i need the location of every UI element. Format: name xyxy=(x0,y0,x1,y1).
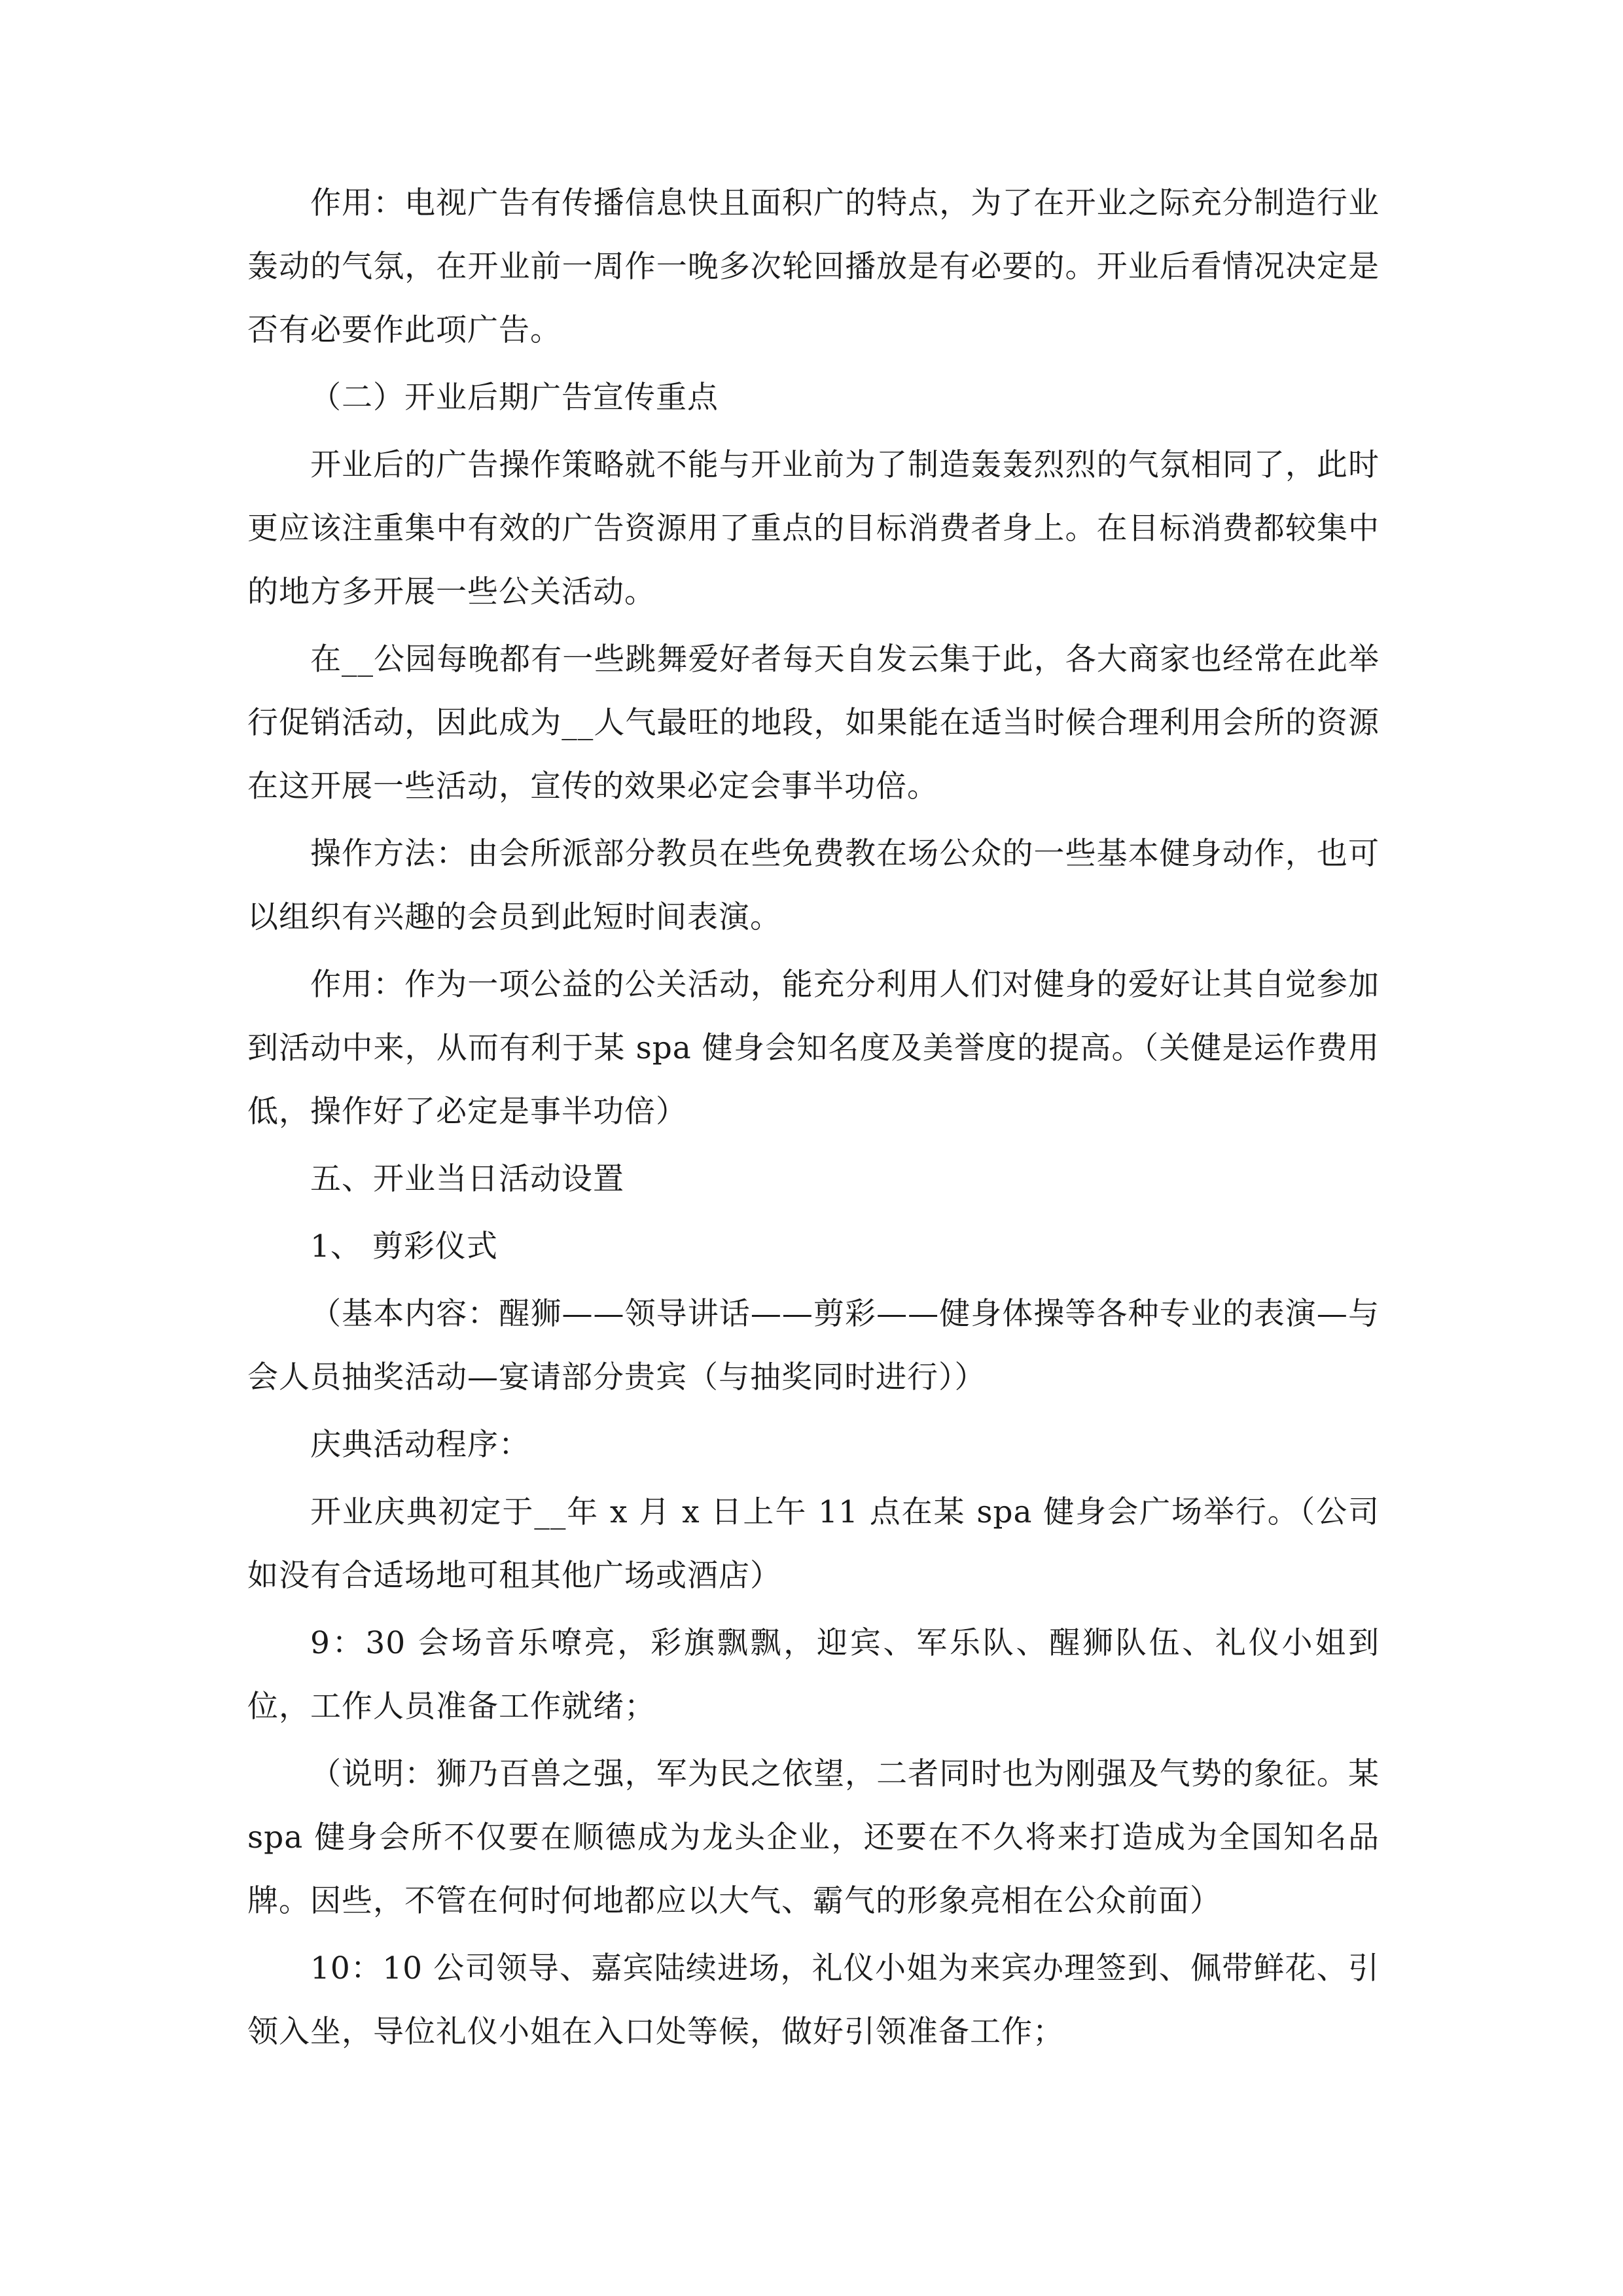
paragraph-tv-ad-effect: 作用：电视广告有传播信息快且面积广的特点，为了在开业之际充分制造行业轰动的气氛，在开业前一周作一晚多次轮回播放是有必要的。开业后看情况决定是否有必要作此项广告。 xyxy=(247,185,1380,348)
document-body xyxy=(247,171,1380,2068)
paragraph-operation-method: 操作方法：由会所派部分教员在些免费教在场公众的一些基本健身动作，也可以组织有兴趣的会员到此短时间表演。 xyxy=(247,836,1380,935)
heading-ribbon-cutting: 1、 剪彩仪式 xyxy=(310,1229,498,1265)
paragraph-basic-content: （基本内容：醒狮——领导讲话——剪彩——健身体操等各种专业的表演—与会人员抽奖活动—宴请部分贵宾（与抽奖同时进行）） xyxy=(247,1296,1380,1395)
paragraph-park-activities: 在__公园每晚都有一些跳舞爱好者每天自发云集于此，各大商家也经常在此举行促销活动，因此成为__人气最旺的地段，如果能在适当时候合理利用会所的资源在这开展一些活动，宣传的效果必定会事半功倍。 xyxy=(247,641,1380,804)
heading-opening-day-activities: 五、开业当日活动设置 xyxy=(310,1161,624,1197)
paragraph-ceremony-schedule: 开业庆典初定于__年 x 月 x 日上午 11 点在某 spa 健身会广场举行。（公司如没有合适场地可租其他广场或酒店） xyxy=(247,1494,1380,1594)
heading-ceremony-program: 庆典活动程序： xyxy=(310,1427,530,1463)
paragraph-pr-effect: 作用：作为一项公益的公关活动，能充分利用人们对健身的爱好让其自觉参加到活动中来，从而有利于某 spa 健身会知名度及美誉度的提高。（关健是运作费用低，操作好了必定是事半功倍） xyxy=(247,967,1380,1130)
paragraph-1010-guests: 10：10 公司领导、嘉宾陆续进场，礼仪小姐为来宾办理签到、佩带鲜花、引领入坐，导位礼仪小姐在入口处等候，做好引领准备工作； xyxy=(247,1950,1380,2050)
heading-post-opening-ad-focus: （二）开业后期广告宣传重点 xyxy=(310,380,719,416)
paragraph-post-opening-strategy: 开业后的广告操作策略就不能与开业前为了制造轰轰烈烈的气氛相同了，此时更应该注重集中有效的广告资源用了重点的目标消费者身上。在目标消费都较集中的地方多开展一些公关活动。 xyxy=(247,447,1380,610)
paragraph-0930-setup: 9：30 会场音乐嘹亮，彩旗飘飘，迎宾、军乐队、醒狮队伍、礼仪小姐到位，工作人员准备工作就绪； xyxy=(247,1625,1380,1725)
paragraph-explanation: （说明：狮乃百兽之强，军为民之依望，二者同时也为刚强及气势的象征。某 spa 健身会所不仅要在顺德成为龙头企业，还要在不久将来打造成为全国知名品牌。因些，不管在何时何地都应以大气、霸气的形象亮相在公众前面） xyxy=(247,1756,1380,1919)
